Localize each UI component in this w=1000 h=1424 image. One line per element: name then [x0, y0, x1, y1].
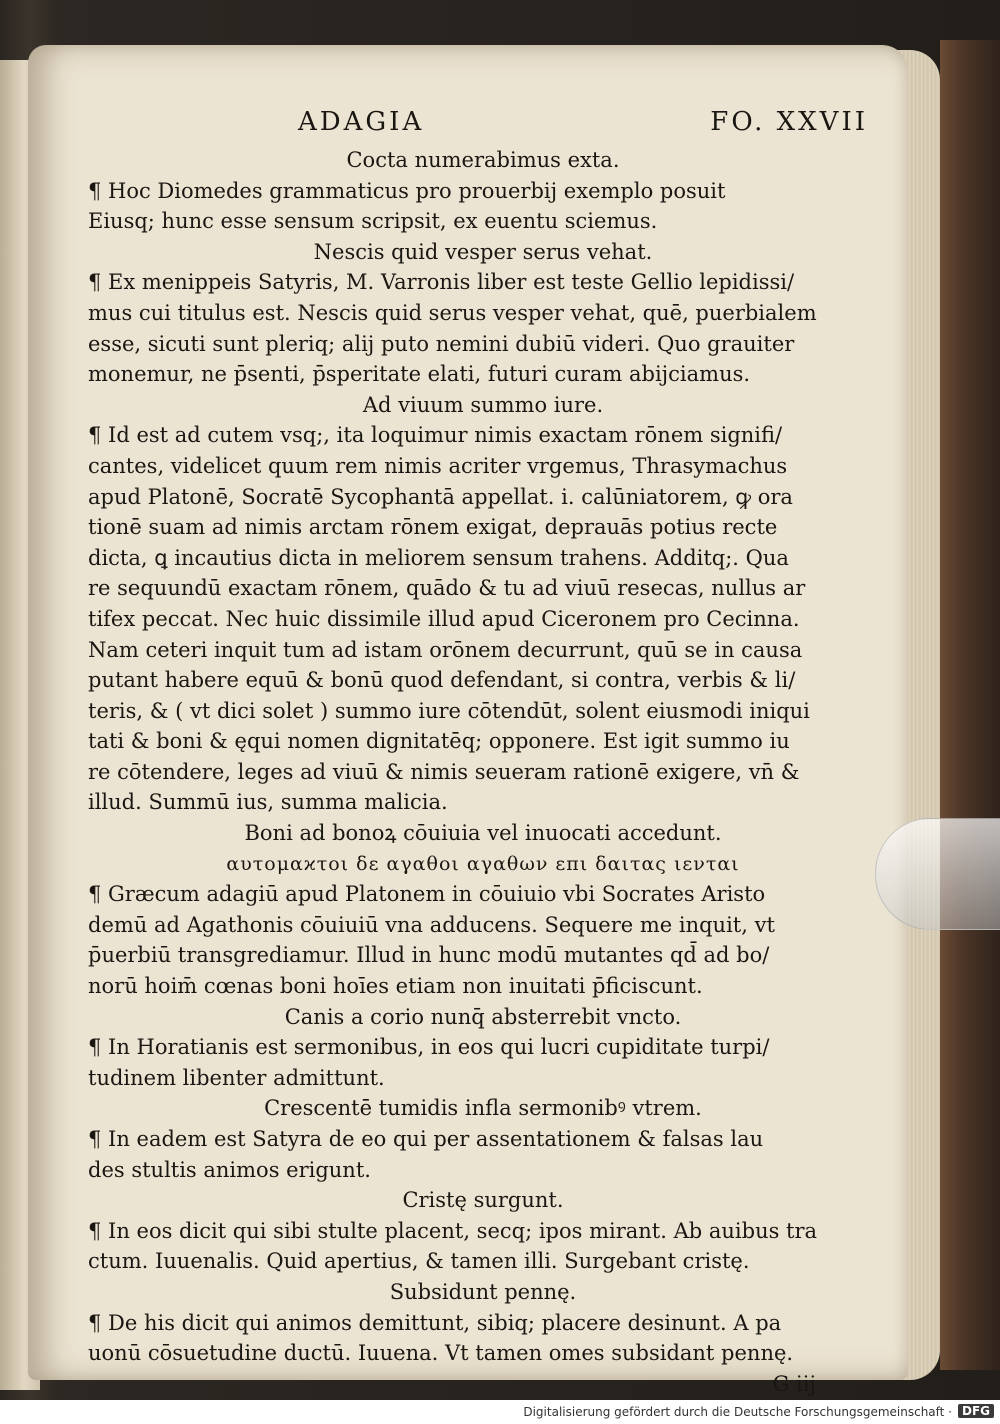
text-lines	[88, 145, 878, 1399]
page-clip	[875, 818, 1000, 930]
adage-heading: Cristę surgunt.	[402, 1188, 564, 1213]
text-line: putant habere equū & bonū quod defendant, si contra, verbis & li/	[88, 668, 796, 693]
text-line: ¶ In Horatianis est sermonibus, in eos qui lucri cupiditate turpi/	[88, 1035, 770, 1060]
text-line: teris, & ( vt dici solet ) summo iure cōtendūt, solent eiusmodi iniqui	[88, 698, 810, 723]
text-line: des stultis animos erigunt.	[88, 1157, 371, 1182]
running-title: ADAGIA	[298, 107, 425, 137]
text-line: re cōtendere, leges ad viuū & nimis seueram rationē exigere, vn̄ &	[88, 759, 800, 784]
text-line: ¶ In eadem est Satyra de eo qui per assentationem & falsas lau	[88, 1127, 764, 1151]
text-line: Eiusq; hunc esse sensum scripsit, ex euentu sciemus.	[88, 209, 658, 234]
funding-credit: Digitalisierung gefördert durch die Deutsche Forschungsgemeinschaft ·	[523, 1405, 952, 1419]
text-line: ¶ Græcum adagiū apud Platonem in cōuiuio vbi Socrates Aristo	[88, 882, 766, 907]
text-line: tudinem libenter admittunt.	[88, 1065, 385, 1090]
folio-number: FO. XXVII	[710, 107, 868, 137]
text-line: tifex peccat. Nec huic dissimile illud apud Ciceronem pro Cecinna.	[88, 606, 800, 631]
running-header	[88, 105, 878, 145]
text-line: esse, sicuti sunt pleriq; alij puto nemini dubiū videri. Quo grauiter	[88, 331, 795, 356]
page-text	[88, 105, 878, 1396]
text-line: re sequundū exactam rōnem, quādo & tu ad viuū resecas, nullus ar	[88, 576, 806, 601]
text-line: ¶ Hoc Diomedes grammaticus pro prouerbij exemplo posuit	[88, 178, 726, 203]
footer-bar	[0, 1400, 1000, 1424]
adage-heading: Boni ad bonoꝝ cōuiuia vel inuocati accedunt.	[244, 821, 722, 846]
text-line: tionē suam ad nimis arctam rōnem exigat, deprauās potius recte	[88, 515, 778, 540]
text-line: mus cui titulus est. Nescis quid serus vesper vehat, quē, puerbialem	[88, 300, 817, 325]
text-line: ¶ Ex menippeis Satyris, M. Varronis liber est teste Gellio lepidissi/	[88, 270, 795, 295]
adage-heading: Canis a corio nunq̄ absterrebit vncto.	[284, 1004, 682, 1029]
adage-heading: Nescis quid vesper serus vehat.	[313, 239, 653, 264]
text-line: tati & boni & ęqui nomen dignitatēq; opponere. Est igit summo iu	[88, 729, 790, 754]
facing-page-bleed	[30, 255, 54, 1155]
text-line: ¶ In eos dicit qui sibi stulte placent, secq; ipos mirant. Ab auibus tra	[88, 1218, 818, 1243]
text-line: Nam ceteri inquit tum ad istam orōnem decurrunt, quū se in causa	[88, 637, 803, 662]
text-line: monemur, ne p̄senti, p̄speritate elati, futuri curam abijciamus.	[88, 362, 751, 387]
text-line: demū ad Agathonis cōuiuiū vna adducens. Sequere me inquit, vt	[88, 912, 775, 937]
signature-mark: G iij	[772, 1371, 816, 1396]
adage-heading: Ad viuum summo iure.	[362, 392, 604, 417]
adage-heading: Cocta numerabimus exta.	[346, 148, 620, 172]
text-line: illud. Summū ius, summa malicia.	[88, 790, 448, 815]
dfg-logo: DFG	[958, 1404, 994, 1418]
text-line: norū hoim̄ cœnas boni hoīes etiam non inuitati p̄ficiscunt.	[88, 974, 703, 999]
adage-heading: Crescentē tumidis infla sermonibꝰ vtrem.	[264, 1096, 702, 1121]
text-line: cantes, videlicet quum rem nimis acriter vrgemus, Thrasymachus	[88, 453, 788, 478]
greek-line: αυτομαϰτοι δε αγαθοι αγαθων επι δαιτας ιενται	[226, 852, 740, 875]
text-line: dicta, ꝗ incautius dicta in meliorem sensum trahens. Additq;. Qua	[88, 545, 789, 570]
text-line: ¶ Id est ad cutem vsq;, ita loquimur nimis exactam rōnem signifi/	[88, 423, 783, 448]
adage-heading: Subsidunt pennę.	[389, 1279, 577, 1304]
text-line: p̄uerbiū transgrediamur. Illud in hunc modū mutantes qd̄ ad bo/	[88, 943, 770, 968]
text-line: ctum. Iuuenalis. Quid apertius, & tamen illi. Surgebant cristę.	[88, 1249, 750, 1274]
book-spine-edge	[940, 40, 1000, 1370]
text-line: ¶ De his dicit qui animos demittunt, sibiq; placere desinunt. A pa	[88, 1310, 782, 1335]
text-line: uonū cōsuetudine ductū. Iuuena. Vt tamen omes subsidant pennę.	[88, 1341, 794, 1366]
text-line: apud Platonē, Socratē Sycophantā appellat. i. calūniatorem, ꝙ ora	[88, 484, 793, 509]
